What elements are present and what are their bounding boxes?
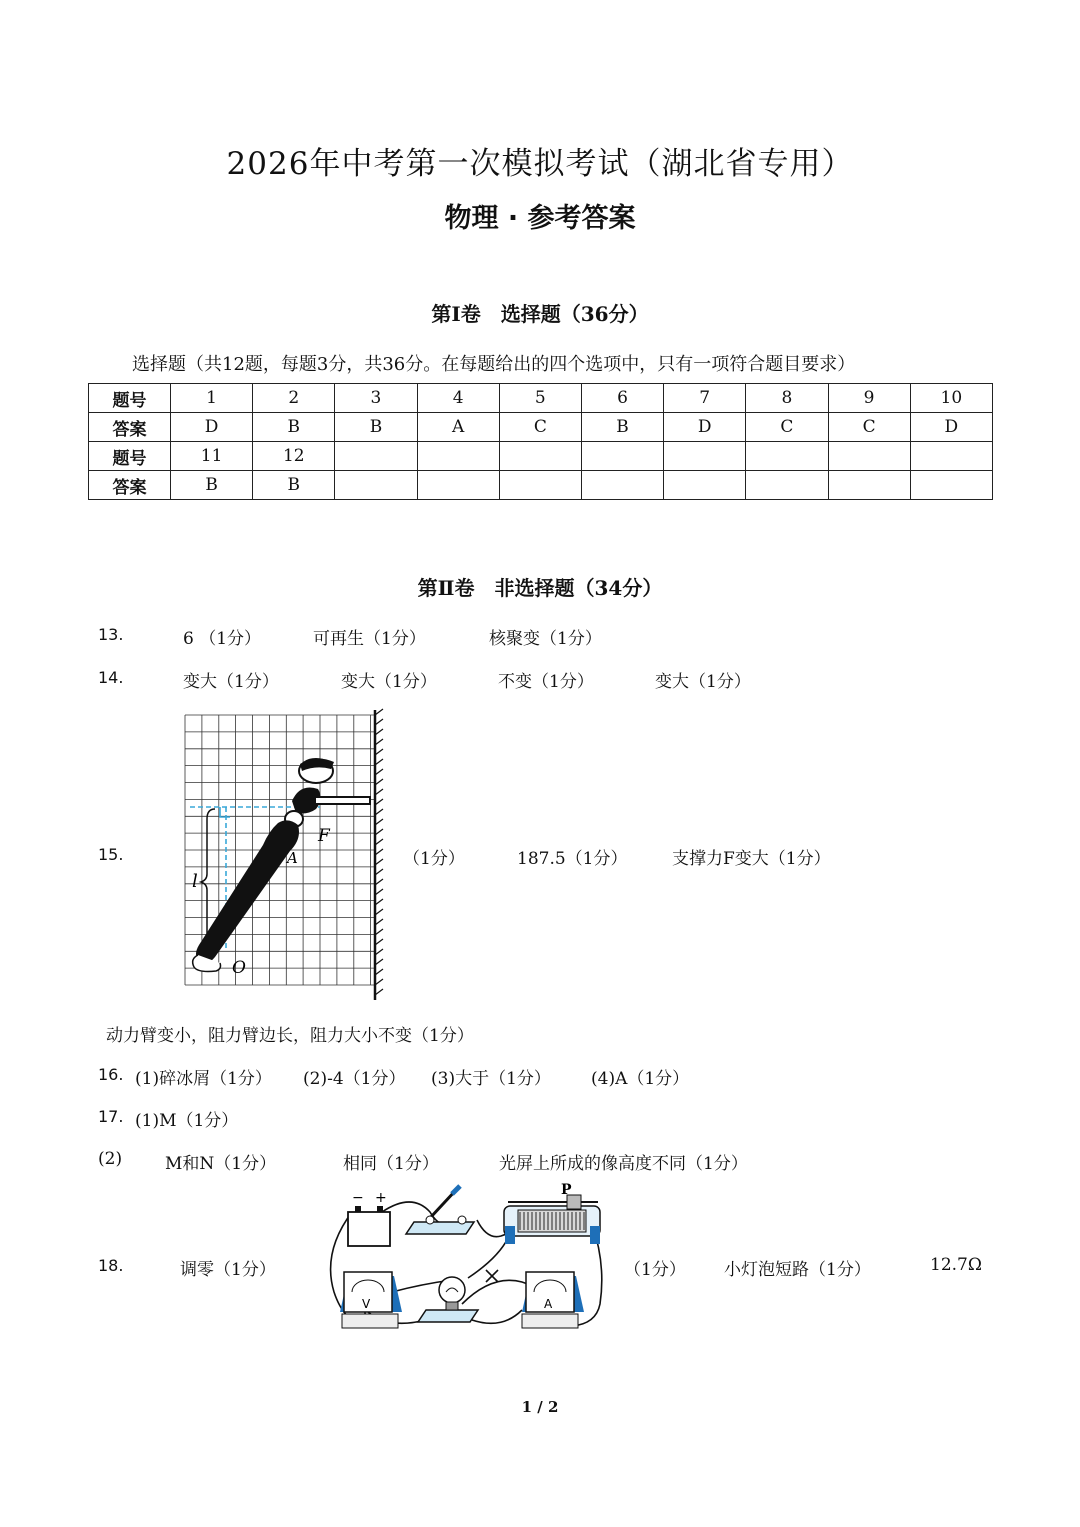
table-cell: 10 xyxy=(910,384,992,413)
label-A-meter: A xyxy=(544,1297,553,1311)
circuit-diagram xyxy=(322,1180,622,1342)
table-cell: 2 xyxy=(253,384,335,413)
table-cell: 11 xyxy=(171,442,253,471)
table-row xyxy=(89,471,993,500)
table-cell: A xyxy=(417,413,499,442)
table-cell xyxy=(910,442,992,471)
person-silhouette xyxy=(193,758,370,971)
q13-answer-1: 6 （1分） xyxy=(183,629,262,649)
row-label: 答案 xyxy=(89,413,171,442)
table-cell: 3 xyxy=(335,384,417,413)
q18-answer-1: 调零（1分） xyxy=(180,1260,276,1280)
row-label: 题号 xyxy=(89,384,171,413)
table-cell xyxy=(499,471,581,500)
table-cell: 8 xyxy=(746,384,828,413)
cross-mark xyxy=(486,1270,498,1282)
table-row xyxy=(89,384,993,413)
label-l: l xyxy=(192,871,198,892)
part2-heading: 第Ⅱ卷 非选择题（34分） xyxy=(417,576,663,600)
row-label: 答案 xyxy=(89,471,171,500)
q17-answer-part1: (1)M（1分） xyxy=(135,1111,239,1131)
rheostat-icon xyxy=(504,1182,600,1244)
table-cell: B xyxy=(253,471,335,500)
table-cell: C xyxy=(828,413,910,442)
table-cell xyxy=(828,471,910,500)
table-cell: 7 xyxy=(664,384,746,413)
table-cell: B xyxy=(171,471,253,500)
table-cell: C xyxy=(746,413,828,442)
label-O: O xyxy=(232,958,246,978)
table-cell xyxy=(746,442,828,471)
table-cell xyxy=(664,442,746,471)
table-cell xyxy=(335,442,417,471)
q15-number: 15. xyxy=(98,845,124,864)
q16-answer-3: (3)大于（1分） xyxy=(431,1069,551,1089)
part1-description: 选择题（共12题，每题3分，共36分。在每题给出的四个选项中，只有一项符合题目要求） xyxy=(132,354,856,375)
table-cell xyxy=(417,442,499,471)
table-cell: D xyxy=(171,413,253,442)
table-cell xyxy=(746,471,828,500)
table-cell: D xyxy=(664,413,746,442)
voltmeter-icon xyxy=(340,1272,402,1328)
row-label: 题号 xyxy=(89,442,171,471)
q15-answer-1: （1分） xyxy=(403,849,465,869)
part1-heading: 第Ⅰ卷 选择题（36分） xyxy=(431,302,649,326)
label-plus: + xyxy=(375,1190,387,1206)
table-cell: 4 xyxy=(417,384,499,413)
q17-answer-2: M和N（1分） xyxy=(165,1154,277,1174)
table-cell: B xyxy=(253,413,335,442)
table-row xyxy=(89,413,993,442)
q14-answer-2: 变大（1分） xyxy=(341,672,437,692)
q17-part2-number: (2) xyxy=(98,1149,123,1169)
switch-icon xyxy=(406,1186,474,1234)
table-cell: B xyxy=(581,413,663,442)
table-cell: C xyxy=(499,413,581,442)
label-F: F xyxy=(318,826,330,846)
table-cell: 12 xyxy=(253,442,335,471)
page-title: 2026年中考第一次模拟考试（湖北省专用） xyxy=(226,146,854,182)
label-V: V xyxy=(362,1297,371,1311)
wall xyxy=(375,709,383,1000)
table-row xyxy=(89,442,993,471)
table-cell xyxy=(335,471,417,500)
label-P: P xyxy=(561,1182,572,1198)
q17-number: 17. xyxy=(98,1107,124,1126)
table-cell: B xyxy=(335,413,417,442)
table-cell: 6 xyxy=(581,384,663,413)
q16-answer-2: (2)-4（1分） xyxy=(303,1069,406,1089)
q15-answer-2: 187.5（1分） xyxy=(517,849,628,869)
answer-table xyxy=(88,383,993,500)
q18-answer-3: 小灯泡短路（1分） xyxy=(724,1260,871,1280)
q13-answer-3: 核聚变（1分） xyxy=(489,629,602,649)
page-number: 1 / 2 xyxy=(521,1398,559,1416)
table-cell xyxy=(499,442,581,471)
q14-answer-1: 变大（1分） xyxy=(183,672,279,692)
q15-note: 动力臂变小，阻力臂边长，阻力大小不变（1分） xyxy=(106,1026,474,1046)
table-cell xyxy=(910,471,992,500)
q14-number: 14. xyxy=(98,668,124,687)
ammeter-icon xyxy=(522,1272,584,1328)
q18-answer-4: 12.7Ω xyxy=(930,1255,982,1275)
label-A: A xyxy=(287,849,298,867)
q18-answer-2: （1分） xyxy=(624,1260,686,1280)
q16-answer-1: (1)碎冰屑（1分） xyxy=(135,1069,272,1089)
table-cell xyxy=(664,471,746,500)
table-cell xyxy=(581,471,663,500)
table-cell xyxy=(417,471,499,500)
label-minus: − xyxy=(352,1190,364,1206)
table-cell: D xyxy=(910,413,992,442)
q16-answer-4: (4)A（1分） xyxy=(591,1069,690,1089)
table-cell xyxy=(581,442,663,471)
q14-answer-4: 变大（1分） xyxy=(655,672,751,692)
q13-answer-2: 可再生（1分） xyxy=(313,629,426,649)
battery-icon xyxy=(348,1190,390,1246)
table-cell: 9 xyxy=(828,384,910,413)
q16-number: 16. xyxy=(98,1065,124,1084)
table-cell: 5 xyxy=(499,384,581,413)
page-subtitle: 物理 · 参考答案 xyxy=(444,203,636,234)
table-cell xyxy=(828,442,910,471)
table-cell: 1 xyxy=(171,384,253,413)
q18-number: 18. xyxy=(98,1256,124,1275)
q14-answer-3: 不变（1分） xyxy=(498,672,594,692)
q17-answer-3: 相同（1分） xyxy=(343,1154,439,1174)
q17-answer-4: 光屏上所成的像高度不同（1分） xyxy=(499,1154,748,1174)
q13-number: 13. xyxy=(98,625,124,644)
q15-answer-3: 支撑力F变大（1分） xyxy=(672,849,831,869)
lever-plank-diagram xyxy=(180,705,400,1005)
